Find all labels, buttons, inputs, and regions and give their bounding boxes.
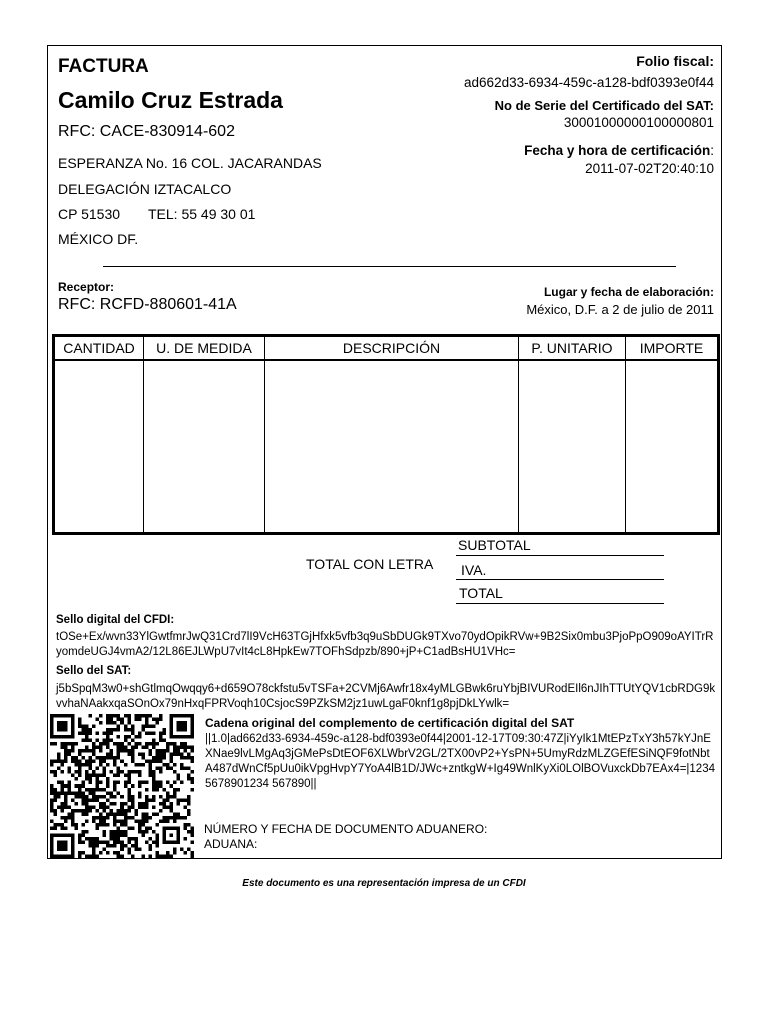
aduana-label: ADUANA:: [204, 837, 258, 851]
cell-precio-unitario: [519, 360, 626, 534]
cadena-original-label: Cadena original del complemento de certificación digital del SAT: [205, 716, 575, 730]
issuer-address-line1: ESPERANZA No. 16 COL. JACARANDAS: [58, 155, 322, 171]
sello-cfdi-value: tOSe+Ex/wvn33YlGwtfmrJwQ31Crd7lI9VcH63TGjHfxk5vfb3q9uSbDUGk9TXvo70ydOpikRVw+9B2Six0mbu3PjoPpO909oAYITrRyomdeUGJ4vmA2/12L86EJLWpU7vIt4cL8HpkEw7TOFhSdpzb/890+jP+C1adBsHU1VHc=: [56, 631, 714, 658]
certificacion-label-row: [524, 143, 714, 158]
documento-aduanero-label: NÚMERO Y FECHA DE DOCUMENTO ADUANERO:: [204, 822, 488, 836]
issuer-city: MÉXICO DF.: [58, 231, 139, 247]
subtotal-line: [456, 555, 664, 556]
footer-note: Este documento es una representación impresa de un CFDI: [242, 878, 526, 889]
cell-unidad-medida: [144, 360, 265, 534]
certificacion-value: 2011-07-02T20:40:10: [585, 161, 714, 176]
items-table: [52, 334, 720, 535]
serie-certificado-value: 30001000000100000801: [563, 115, 714, 130]
lugar-fecha-label: Lugar y fecha de elaboración:: [543, 285, 714, 299]
cell-descripcion: [265, 360, 519, 534]
issuer-rfc: RFC: CACE-830914-602: [58, 123, 235, 140]
subtotal-label: SUBTOTAL: [458, 537, 531, 553]
cell-cantidad: [54, 360, 144, 534]
issuer-phone: TEL: 55 49 30 01: [148, 206, 256, 222]
issuer-address-line2: DELEGACIÓN IZTACALCO: [58, 181, 232, 197]
qr-code-icon: [50, 714, 194, 858]
column-header-cantidad: CANTIDAD: [54, 336, 144, 361]
column-header-precio-unitario: P. UNITARIO: [519, 336, 626, 361]
sello-cfdi-label: Sello digital del CFDI:: [56, 614, 175, 626]
certificacion-label: Fecha y hora de certificación: [524, 143, 711, 158]
document-type-title: FACTURA: [58, 56, 149, 77]
issuer-cp: CP 51530: [58, 206, 121, 222]
lugar-fecha-value: México, D.F. a 2 de julio de 2011: [526, 302, 714, 317]
column-header-descripcion: DESCRIPCIÓN: [265, 336, 519, 361]
cell-importe: [626, 360, 719, 534]
items-table-body-row: [54, 360, 719, 534]
total-line: [456, 603, 664, 604]
cadena-original-value: ||1.0|ad662d33-6934-459c-a128-bdf0393e0f44|2001-12-17T09:30:47Z|iYyIk1MtEPzTxY3h57kYJnEXNae9lvLMgAq3jGMePsDtEOF6XLWbrV2GL/2TX00vP2+YsPN+5UmyRdzMLZGEfESiNQF9fotNbtA487dWnCf5pUu0ikVpgHvpY7YoA4lB1D/JWc+zntkgW+Ig49WnlKyXi0LOlBOVuxckDb7EAx4=|12345678901234 567890||: [205, 733, 715, 790]
total-label: TOTAL: [459, 585, 503, 601]
serie-certificado-label: No de Serie del Certificado del SAT:: [494, 98, 714, 113]
items-table-header: [54, 336, 719, 361]
total-con-letra-label: TOTAL CON LETRA: [306, 556, 434, 572]
sello-sat-label: Sello del SAT:: [56, 665, 132, 677]
certificacion-colon: :: [710, 143, 714, 158]
header-divider: [103, 266, 676, 267]
sello-sat-value: j5bSpqM3w0+shGtlmqOwqqy6+d659O78ckfstu5vTSFa+2CVMj6Awfr18x4yMLGBwk6ruYbjBIVURodEIl6nJIhTTUtYQV1cbRDG9kvvhaNAakxqaSOnOx79nHxqFPRVoqh10CsjocS9PZkSM2jz1uwLgaF0knf1g8pjDkLYwlk=: [56, 683, 716, 710]
iva-line: [456, 579, 664, 580]
folio-fiscal-label: Folio fiscal:: [636, 53, 714, 69]
issuer-name: Camilo Cruz Estrada: [58, 87, 283, 113]
receptor-rfc: RFC: RCFD-880601-41A: [58, 296, 237, 313]
folio-fiscal-value: ad662d33-6934-459c-a128-bdf0393e0f44: [464, 75, 714, 90]
column-header-unidad-medida: U. DE MEDIDA: [144, 336, 265, 361]
iva-label: IVA.: [461, 562, 487, 578]
column-header-importe: IMPORTE: [626, 336, 719, 361]
receptor-label: Receptor:: [58, 280, 115, 294]
